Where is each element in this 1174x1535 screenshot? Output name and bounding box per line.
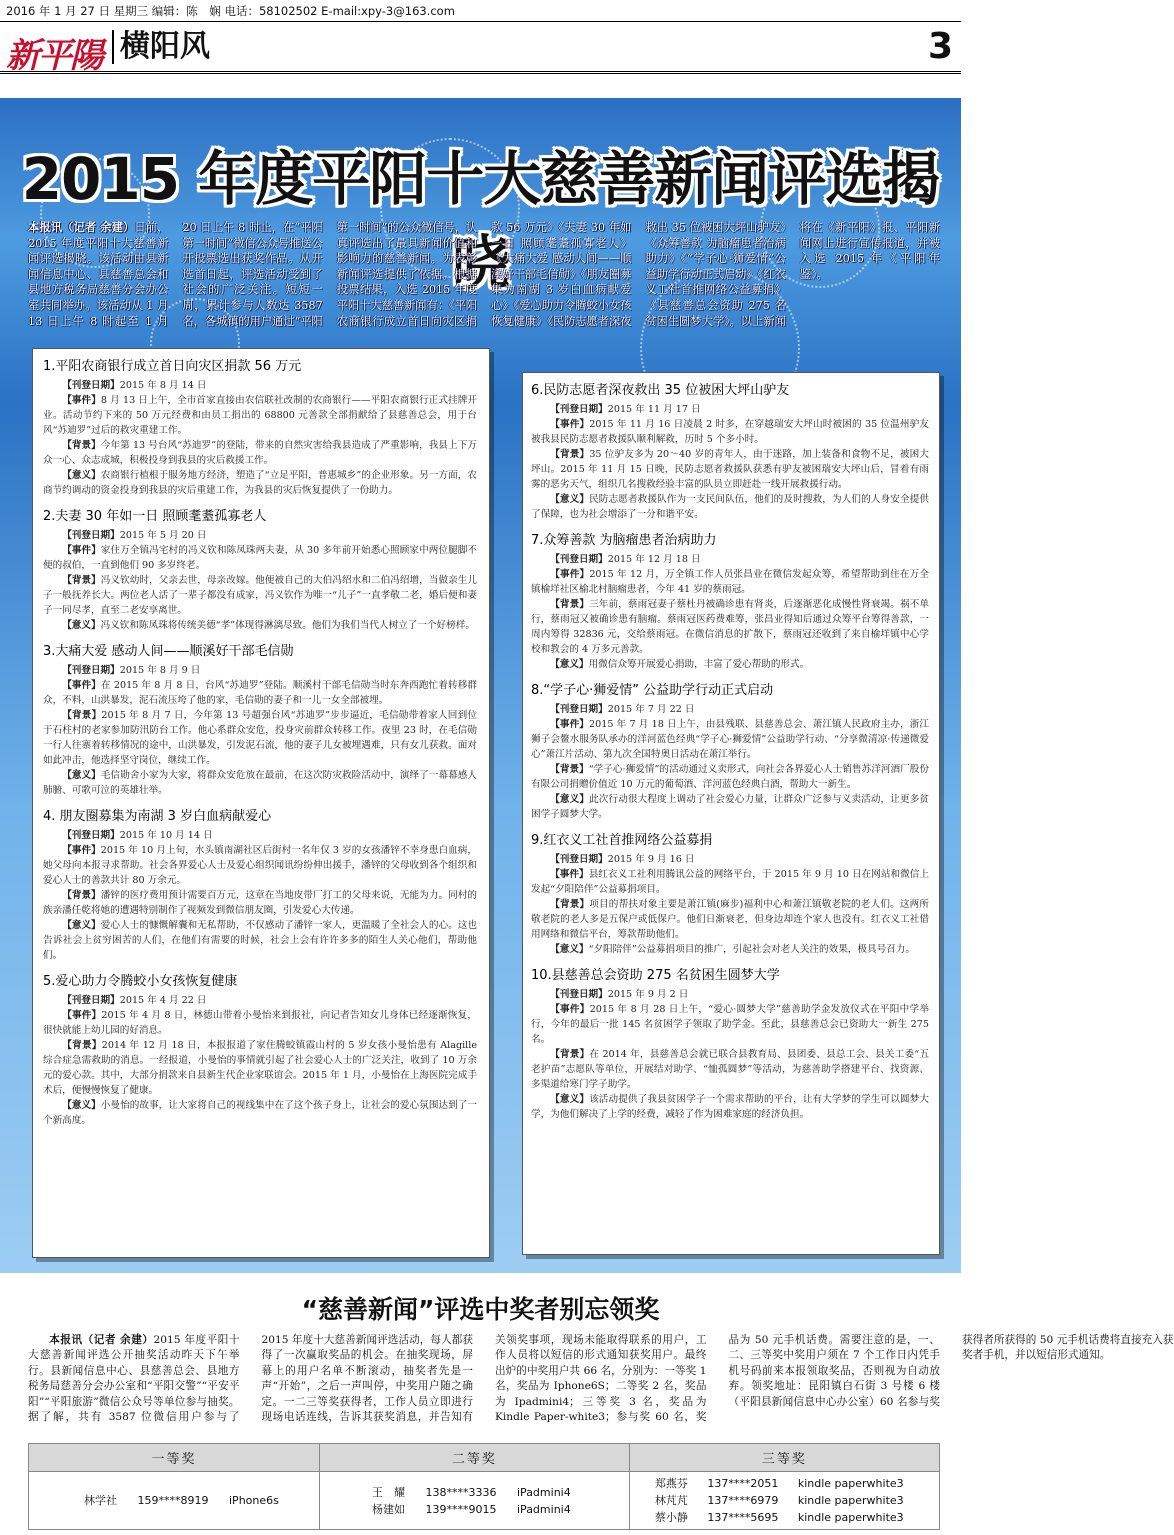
first-prize-winners [29, 1472, 320, 1530]
label-event: 【事件】 [550, 869, 589, 880]
news-item-date [43, 378, 477, 393]
label-event: 【事件】 [62, 545, 101, 556]
news-item-background-text: 潘锌的医疗费用预计需要百万元，这章在当地皮带厂打工的父母来说，无能为力。同村的族亲潘任乾将她的遭遇特别制作了视频发到微信朋友圈，引发爱心大传递。 [43, 890, 478, 916]
label-event: 【事件】 [62, 395, 101, 406]
intro-lead: 本报讯（记者 余建） [28, 221, 135, 234]
label-meaning: 【意义】 [550, 944, 589, 955]
winner-name: 杨建如 [372, 1502, 405, 1516]
news-item-meaning [531, 1092, 929, 1122]
winner-row [630, 1509, 939, 1526]
winner-name: 郑燕芬 [654, 1477, 688, 1490]
label-date: 【刊登日期】 [62, 995, 120, 1006]
lower-text: 2015 年度平阳十大慈善新闻评选公开抽奖活动昨天下午举行。县新闻信息中心、县慈善总会、县地方税务局慈善分会办公室和“平阳交警”“平安平阳”“平阳旅游”微信公众号等单位参与抽奖。据了解，共有 3587 位微信用户参与了 2015 年度十大慈善新闻评选活动，每人都获得了一次赢取奖品的机会。在抽奖现场，屏幕上的用户名单不断滚动，抽奖者先是一声“开始”，之后一声叫停，中奖用户随之确定。一二三等奖获得者，工作人员立即进行现场电话连线，告诉其获奖消息，并告知有关领奖事项，现场未能取得联系的用户，工作人员将以短信的形式通知获奖用户。最终出炉的中奖用户共 66 名，分别为：一等奖 1 名，奖品为 Iphone6S；二等奖 2 名，奖品为 Ipadmini4；三等奖 3 名，奖品为 Kindle Paper-white3；参与奖 60 名，奖品为 50 元手机话费。需要注意的是，一、二、三等奖中奖用户须在 7 个工作日内凭手机号码前来本报领取奖品，否则视为自动放弃。领奖地址：昆阳镇白石街 3 号楼 6 楼（平阳县新闻信息中心办公室）60 名参与奖获得者所获得的 50 元手机话费将直接充入获奖者手机，并以短信形式通知。 [28, 1334, 1174, 1424]
news-item-event [43, 843, 477, 888]
news-item-title: 4. 朋友圈募集为南湖 3 岁白血病献爱心 [43, 809, 272, 824]
news-item-background [531, 1047, 929, 1092]
winner-name: 王 耀 [372, 1485, 405, 1499]
news-item-event-text: 2015 年 7 月 18 日上午，由县残联、县慈善总会、萧江镇人民政府主办，浙江狮子会鳌水服务队承办的洋河蓝色经典“学子心·狮爱情”公益助学行动、“分享微清凉·传递微爱心”萧江片活动、第九次全国特奥日活动在萧江举行。 [531, 719, 930, 760]
news-panel-right [522, 372, 940, 1255]
news-item-date-text: 2015 年 9 月 2 日 [607, 989, 689, 1000]
label-event: 【事件】 [62, 845, 101, 856]
second-prize-winners [320, 1472, 630, 1530]
label-date: 【刊登日期】 [550, 854, 608, 865]
news-item-event-text: 2015 年 12 月，万全镇工作人员张昌业在微信发起众筹，希望帮助到住在万全镇榆垟社区榆北村脑瘤患者，今年 41 岁的蔡雨冠。 [531, 569, 929, 595]
news-item-meaning [531, 942, 929, 957]
label-date: 【刊登日期】 [62, 830, 120, 841]
news-item-background [531, 897, 929, 942]
label-event: 【事件】 [550, 1004, 590, 1015]
label-meaning: 【意义】 [62, 620, 101, 631]
label-meaning: 【意义】 [62, 770, 101, 781]
intro-paragraph [28, 220, 940, 340]
news-item-meaning [531, 492, 929, 522]
label-date: 【刊登日期】 [550, 989, 608, 1000]
lower-lead: 本报讯（记者 余建） [49, 1334, 154, 1346]
label-background: 【背景】 [550, 1049, 590, 1060]
news-item [531, 531, 929, 672]
news-item-event-text: 8 月 13 日上午，全市首家直接由农信联社改制的农商银行——平阳农商银行正式挂牌开业。活动节约下来的 50 万元经费和由员工捐出的 68800 元善款全部捐献给了县慈善总会，用于台风“苏迪罗”过后的救灾重建工作。 [43, 395, 477, 436]
winner-row [630, 1492, 939, 1509]
label-date: 【刊登日期】 [550, 404, 608, 415]
label-meaning: 【意义】 [550, 494, 590, 505]
winner-row [630, 1475, 939, 1492]
news-item-date-text: 2015 年 4 月 22 日 [119, 995, 207, 1006]
news-item-title: 2.夫妻 30 年如一日 照顾耄耋孤寡老人 [43, 509, 267, 524]
news-item-date-text: 2015 年 8 月 9 日 [119, 665, 201, 676]
label-date: 【刊登日期】 [550, 704, 608, 715]
news-item-date [531, 552, 929, 567]
header-info: 2016 年 1 月 27 日 星期三 编辑：陈 娴 电话：58102502 E-mail:xpy-3@163.com [6, 4, 455, 18]
label-background: 【背景】 [62, 890, 101, 901]
news-item-event [531, 567, 929, 597]
winner-phone: 159****8919 [137, 1494, 209, 1507]
news-item-date [43, 828, 477, 843]
news-item-date [43, 993, 477, 1008]
news-item [531, 681, 929, 822]
news-item-event-text: 2015 年 8 月 28 日上午，“爱心·圆梦大学”慈善助学金发放仪式在平阳中学举行，今年的最后一批 145 名贫困学子领取了助学金。至此，县慈善总会已资助大一新生 275 名。 [531, 1004, 930, 1045]
news-item [531, 381, 929, 522]
news-item-background-text: 2015 年 8 月 7 日，今年第 13 号超强台风“苏迪罗”步步逼近，毛信勋带着家人回到位于石柱村的老家参加防汛防台工作。他心系群众安危，投身灾前群众转移工作。夜里 23 时，在毛信勋一行人往寨着转移情况的途中，山洪暴发，引发泥石流，他的妻子儿女被埋遇难，只有女儿获救。面对如此冲击，他选择坚守岗位，继续工作。 [43, 710, 477, 766]
news-item-event-text: 家住万全镇冯宅村的冯义钦和陈凤珠两夫妻，从 30 多年前开始悉心照顾家中两位腿脚不便的叔伯，一直到他们 90 多岁终老。 [43, 545, 478, 571]
winner-prize: kindle paperwhite3 [797, 1511, 904, 1524]
news-item-title: 9.红衣义工社首推网络公益募捐 [531, 833, 713, 848]
news-item-background-text: 2014 年 12 月 18 日，本报报道了家住腾蛟镇霞山村的 5 岁女孩小曼怡患有 Alagille 综合症急需救助的消息。一经报道，小曼怡的事情就引起了社会爱心人士的广泛关注，收到了 10 万余元的爱心款。其中，大部分捐款来自县新生代企业家联谊会。2015 年 1 月，小曼怡在上海医院完成手术后，便慢慢恢复了健康。 [43, 1040, 477, 1096]
winner-prize: iPadmini4 [517, 1502, 571, 1516]
masthead [0, 22, 961, 74]
label-background: 【背景】 [62, 440, 101, 451]
news-item-event-text: 2015 年 10 月上旬，水头镇南湖社区后街村一名年仅 3 岁的女孩潘锌不幸身患白血病，她父母向本报寻求帮助。社会各界爱心人士及爱心组织闻讯纷纷伸出援手，潘锌的父母收到各个组织和爱心人士的善款共计 80 万余元。 [43, 845, 477, 886]
news-item-background-text: 35 位驴友多为 20～40 岁的青年人，由于迷路，加上装备和食物不足，被困大坪山。2015 年 11 月 15 日晚，民防志愿者救援队获悉有驴友被困瑞安大坪山后，冒着有雨雾的恶劣天气，组织几名搜救经验丰富的队员立即赶赴一线开展救援行动。 [531, 449, 929, 490]
news-item-background [43, 888, 477, 918]
label-event: 【事件】 [550, 719, 590, 730]
main-title: 2015 年度平阳十大慈善新闻评选揭晓 [21, 145, 940, 297]
news-item-title: 10.县慈善总会资助 275 名贫困生圆梦大学 [531, 968, 780, 983]
news-item-event-text: 2015 年 11 月 16 日凌晨 2 时多，在穿越瑞安大坪山时被困的 35 位温州驴友被我县民防志愿者救援队顺利解救，历时 5 个多小时。 [531, 419, 930, 445]
news-item-meaning-text: 毛信勋舍小家为大家，将群众安危放在最前，在这次防灾救险活动中，演绎了一幕幕感人肺腑、可歌可泣的英雄壮举。 [43, 770, 478, 796]
winner-name: 林芃芃 [654, 1494, 688, 1507]
prize-header-first: 一等奖 [29, 1444, 320, 1472]
news-item-meaning [531, 792, 929, 822]
page-number: 3 [927, 26, 953, 67]
label-event: 【事件】 [550, 419, 590, 430]
label-background: 【背景】 [550, 899, 590, 910]
news-item-event [43, 678, 477, 708]
label-meaning: 【意义】 [62, 1100, 101, 1111]
label-date: 【刊登日期】 [550, 554, 608, 565]
news-item-background [43, 573, 477, 618]
section-name: 横阳风 [112, 30, 210, 64]
lower-paragraph [28, 1333, 1174, 1433]
news-item-background-text: 三年前，蔡雨冠妻子蔡杜丹被确诊患有肾炎，后逐渐恶化成慢性肾衰竭。祸不单行，蔡雨冠又被确诊患有脑瘤。蔡雨冠医药费难筹，张昌业得知后通过众筹平台筹得善款，一周内筹得 32836 元，交给蔡雨冠。在微信消息的扩散下，蔡雨冠还收到了来自榆垟镇中心学校和教会的 4 万多元善款。 [531, 599, 930, 655]
news-item-title: 3.大痛大爱 感动人间——顺溪好干部毛信勋 [43, 644, 294, 659]
news-item-title: 5.爱心助力令腾蛟小女孩恢复健康 [43, 974, 238, 989]
news-item-date [43, 663, 477, 678]
news-item-event [531, 417, 929, 447]
newspaper-logo: 新平陽 [6, 36, 102, 76]
lower-article [28, 1333, 1174, 1433]
winner-row [320, 1501, 629, 1518]
winner-prize: kindle paperwhite3 [797, 1477, 904, 1490]
news-panel-left [32, 348, 490, 1258]
label-meaning: 【意义】 [550, 659, 589, 670]
label-background: 【背景】 [550, 764, 589, 775]
news-item-title: 7.众筹善款 为脑瘤患者治病助力 [531, 533, 717, 548]
label-background: 【背景】 [62, 710, 102, 721]
news-item-meaning-text: “夕阳陪伴”公益募捐项目的推广，引起社会对老人关注的效果，极具号召力。 [588, 944, 915, 955]
third-prize-winners [629, 1472, 939, 1530]
news-item-meaning-text: 用微信众筹开展爱心捐助，丰富了爱心帮助的形式。 [588, 659, 810, 670]
label-event: 【事件】 [62, 680, 101, 691]
news-item [43, 507, 477, 633]
prize-header-third: 三等奖 [629, 1444, 939, 1472]
news-item-meaning-text: 此次行动很大程度上调动了社会爱心力量，让群众广泛参与义卖活动，让更多贫困学子圆梦大学。 [531, 794, 930, 820]
label-date: 【刊登日期】 [62, 380, 120, 391]
news-item-title: 6.民防志愿者深夜救出 35 位被困大坪山驴友 [531, 383, 790, 398]
news-item-background-text: 冯义钦幼时，父亲去世，母亲改嫁。他便被自己的大伯冯绍水和二伯冯绍增，当做亲生儿子一般抚养长大。两位老人活了一辈子都没有成家，冯义钦作为唯一“儿子”一直孝敬二老，婚后便和妻子一同尽孝，直至二老安享离世。 [43, 575, 478, 616]
news-item-background [531, 447, 929, 492]
intro-text: 日前，2015 年度平阳十大慈善新闻评选揭晓。该活动由县新闻信息中心、县慈善总会和县地方税务局慈善分会办公室共同举办。该活动从 1 月 13 日上午 8 时起至 1 月 20 日上午 8 时止，在“平阳第一时间”微信公众号推送公开投票选出获奖作品。从开选首日起，评选活动受到了社会的广泛关注。短短一周，累计参与人数达 3587 名，各城镇的用户通过“平阳第一时间”的公众微信号，认真评选出了最具新闻价值和影响力的慈善新闻。为表彰新闻评选提供了依据。根据投票结果，入选 2015 年度平阳十大慈善新闻有：《平阳农商银行成立首日向灾区捐款 56 万元》《夫妻 30 年如一日 照顾耄耋孤寡老人》《大痛大爱 感动人间——顺溪好干部毛信勋》《朋友圈募集为南湖 3 岁白血病献爱心》《爱心助力令腾蛟小女孩恢复健康》《民防志愿者深夜救出 35 位被困大坪山驴友》《众筹善款 为脑瘤患者治病助力》《“学子心·狮爱情”公益助学行动正式启动》《红衣义工社首推网络公益募捐》《县慈善总会资助 275 名贫困生圆梦大学》。以上新闻将在《新平阳》报、平阳新闻网上进行宣传报道，并被入选 2015 年《平阳年鉴》。 [28, 221, 940, 328]
news-item [43, 807, 477, 963]
news-item-event [43, 1008, 477, 1038]
label-meaning: 【意义】 [62, 920, 101, 931]
winner-phone: 137****5695 [707, 1511, 779, 1524]
news-item-date [531, 987, 929, 1002]
winner-phone: 139****9015 [425, 1502, 497, 1516]
news-item-date [43, 528, 477, 543]
news-item [43, 357, 477, 498]
label-background: 【背景】 [550, 449, 590, 460]
news-item-background [531, 597, 929, 657]
news-item-title: 8.“学子心·狮爱情” 公益助学行动正式启动 [531, 683, 774, 698]
news-item-event-text: 2015 年 4 月 8 日，林德山带着小曼怡来到报社，向记者告知女儿身体已经逐渐恢复，很快就能上幼儿园的好消息。 [43, 1010, 477, 1036]
news-item-date-text: 2015 年 7 月 22 日 [607, 704, 695, 715]
label-background: 【背景】 [62, 1040, 102, 1051]
label-event: 【事件】 [550, 569, 590, 580]
news-item-meaning [43, 468, 477, 498]
label-date: 【刊登日期】 [62, 665, 120, 676]
news-item-date-text: 2015 年 11 月 17 日 [607, 404, 701, 415]
news-item-date [531, 402, 929, 417]
label-meaning: 【意义】 [550, 794, 590, 805]
news-item-background-text: “学子心·狮爱情”的活动通过义卖形式，向社会各界爱心人士销售苏洋河酒厂股份有限公司捐赠价值近 10 万元的葡萄酒、洋河蓝色经典白酒，帮助大一新生。 [531, 764, 929, 790]
news-item-title: 1.平阳农商银行成立首日向灾区捐款 56 万元 [43, 359, 302, 374]
winner-prize: kindle paperwhite3 [797, 1494, 904, 1507]
label-background: 【背景】 [550, 599, 590, 610]
prize-header-second: 二等奖 [320, 1444, 630, 1472]
news-item-background [43, 438, 477, 468]
label-date: 【刊登日期】 [62, 530, 120, 541]
winner-row [29, 1492, 319, 1509]
news-item-event [531, 867, 929, 897]
news-item-meaning-text: 农商银行植根于服务地方经济，塑造了“立足平阳，普惠城乡”的企业形象。另一方面，农商节约调动的资金投身到我县的灾后重建工作，为我县的灾后恢复提供了一份助力。 [43, 470, 478, 496]
news-item-meaning-text: 冯义钦和陈凤珠将传统美德“孝”体现得淋漓尽致。他们为我们当代人树立了一个好榜样。 [100, 620, 475, 631]
winner-phone: 138****3336 [425, 1485, 497, 1499]
news-item-date-text: 2015 年 8 月 14 日 [119, 380, 207, 391]
news-item-event [43, 543, 477, 573]
news-item-meaning-text: 民防志愿者救援队作为一支民间队伍，他们的及时搜救，为人们的人身安全提供了保障，也为社会增添了一分和谐平安。 [531, 494, 930, 520]
news-item-event [531, 1002, 929, 1047]
prize-winners-row [29, 1472, 940, 1530]
news-item-background-text: 在 2014 年，县慈善总会就已联合县教育局、县团委、县总工会、县关工委“五老护苗”志愿队等单位，开展结对助学、“恤孤圆梦”等活动，为慈善助学搭建平台、找资源、多渠道给寒门学子助学。 [531, 1049, 930, 1090]
news-item-background [531, 762, 929, 792]
winner-row [320, 1484, 629, 1501]
news-item-background [43, 1038, 477, 1098]
prize-header-row [29, 1444, 940, 1472]
news-item-date [531, 852, 929, 867]
news-item-event-text: 在 2015 年 8 月 8 日，台风“苏迪罗”登陆。顺溪村干部毛信勋当时东奔西跑忙着转移群众，不料，山洪暴发，泥石流压垮了他的家，毛信勋的妻子和一儿一女全部被埋。 [43, 680, 477, 706]
news-item-background-text: 项目的帮扶对象主要是萧江镇(麻步)福利中心和萧江镇敬老院的老人们。这两所敬老院的老人多是五保户或低保户。他们日渐衰老，但身边却连个家人也没有。红衣义工社借用网络和微信平台，筹款帮助他们。 [531, 899, 929, 940]
news-item-meaning [43, 618, 477, 633]
winner-name: 蔡小静 [654, 1511, 688, 1524]
news-item-meaning-text: 小曼怡的故事，让大家将自己的视线集中在了这个孩子身上，让社会的爱心氛围达到了一个新高度。 [43, 1100, 478, 1126]
winner-name: 林学社 [84, 1494, 117, 1507]
news-item-date-text: 2015 年 12 月 18 日 [607, 554, 701, 565]
news-item [531, 966, 929, 1122]
news-item-date-text: 2015 年 10 月 14 日 [119, 830, 213, 841]
news-item-meaning [43, 768, 477, 798]
label-background: 【背景】 [62, 575, 101, 586]
label-meaning: 【意义】 [550, 1094, 590, 1105]
news-item [43, 642, 477, 798]
lower-title: “慈善新闻”评选中奖者别忘领奖 [301, 1295, 660, 1324]
header-info-bar [0, 0, 961, 22]
winner-prize: iPadmini4 [517, 1485, 571, 1499]
news-item-meaning-text: 爱心人士的慷慨解囊和无私帮助，不仅感动了潘锌一家人，更温暖了全社会人的心。这也告诉社会上贫穷困苦的人们，在他们有需要的时候，社会上会有许许多多的陌生人关心他们，帮助他们。 [43, 920, 478, 961]
news-item-event [43, 393, 477, 438]
news-item-date [531, 702, 929, 717]
news-item-meaning-text: 该活动提供了我县贫困学子一个需求帮助的平台，让有大学梦的学生可以圆梦大学，为他们解决了上学的经费，减轻了作为困难家庭的经济负担。 [531, 1094, 930, 1120]
winner-prize: iPhone6s [229, 1494, 279, 1507]
news-item-meaning [531, 657, 929, 672]
prize-table [28, 1443, 940, 1530]
news-item-date-text: 2015 年 9 月 16 日 [607, 854, 695, 865]
label-event: 【事件】 [62, 1010, 102, 1021]
news-item-event [531, 717, 929, 762]
winner-phone: 137****2051 [707, 1477, 779, 1490]
news-item-meaning [43, 918, 477, 963]
news-item-meaning [43, 1098, 477, 1128]
news-item [43, 972, 477, 1128]
news-item-event-text: 县红衣义工社利用腾讯公益的网络平台，于 2015 年 9 月 10 日在网站和微信上发起“夕阳陪伴”公益募捐项目。 [531, 869, 929, 895]
news-item-date-text: 2015 年 5 月 20 日 [119, 530, 207, 541]
news-item-background-text: 今年第 13 号台风“苏迪罗”的登陆，带来的自然灾害给我县造成了严重影响，我县上下万众一心、众志成城，积极投身到我县的灾后救援工作。 [43, 440, 477, 466]
news-item [531, 831, 929, 957]
news-item-background [43, 708, 477, 768]
winner-phone: 137****6979 [707, 1494, 779, 1507]
label-meaning: 【意义】 [62, 470, 101, 481]
